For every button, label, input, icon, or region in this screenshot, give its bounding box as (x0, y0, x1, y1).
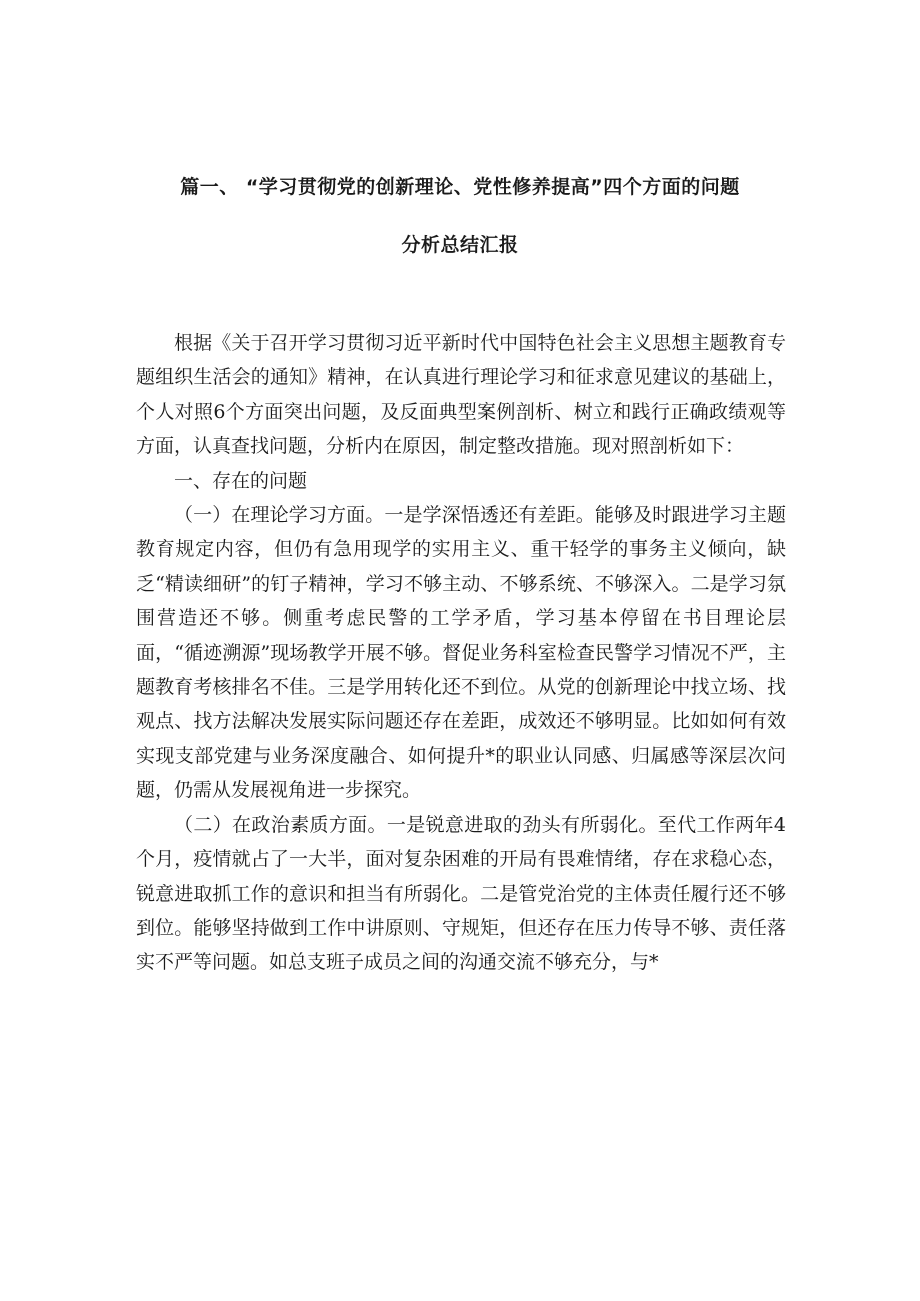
paragraph-political-quality: （二）在政治素质方面。一是锐意进取的劲头有所弱化。至代工作两年4个月，疫情就占了一大半，面对复杂困难的开局有畏难情绪，存在求稳心态，锐意进取抓工作的意识和担当有所弱化。二是管党治党的主体责任履行还不够到位。能够坚持做到工作中讲原则、守规矩，但还存在压力传导不够、责任落实不严等问题。如总支班子成员之间的沟通交流不够充分，与* (136, 813, 786, 974)
document-title-line-2: 分析总结汇报 (401, 234, 519, 256)
document-body (136, 326, 786, 980)
section-heading-problems: 一、存在的问题 (174, 469, 308, 492)
paragraph-theory-study: （一）在理论学习方面。一是学深悟透还有差距。能够及时跟进学习主题教育规定内容，但仍有急用现学的实用主义、重干轻学的事务主义倾向，缺乏“精读细研”的钉子精神，学习不够主动、不够系统、不够深入。二是学习氛围营造还不够。侧重考虑民警的工学矛盾，学习基本停留在书目理论层面，“循迹溯源”现场教学开展不够。督促业务科室检查民警学习情况不严，主题教育考核排名不佳。三是学用转化还不到位。从党的创新理论中找立场、找观点、找方法解决发展实际问题还存在差距，成效还不够明显。比如如何有效实现支部党建与业务深度融合、如何提升*的职业认同感、归属感等深层次问题，仍需从发展视角进一步探究。 (136, 504, 786, 802)
document-title-line-1: 篇一、 “学习贯彻党的创新理论、党性修养提高”四个方面的问题 (180, 176, 740, 198)
intro-paragraph: 根据《关于召开学习贯彻习近平新时代中国特色社会主义思想主题教育专题组织生活会的通知》精神，在认真进行理论学习和征求意见建议的基础上，个人对照6个方面突出问题，及反面典型案例剖析、树立和践行正确政绩观等方面，认真查找问题，分析内在原因，制定整改措施。现对照剖析如下： (136, 332, 786, 458)
